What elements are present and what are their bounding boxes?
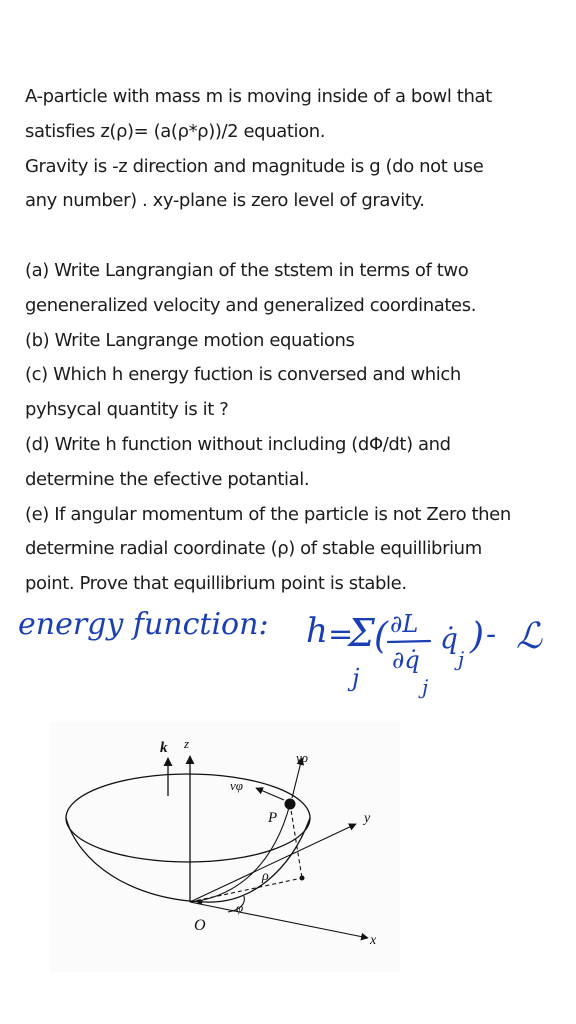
hw-partial-q: ∂q̇ <box>392 646 420 674</box>
label-v-phi: vφ <box>230 778 243 793</box>
hw-open-paren: ( <box>374 616 389 657</box>
problem-line: A-particle with mass m is moving inside of a bowl that <box>25 86 492 107</box>
problem-part-d: (d) Write h function without including (dΦ/dt) and <box>25 433 451 455</box>
problem-statement <box>25 80 555 602</box>
hw-sum-index: j <box>352 664 360 692</box>
label-k: k <box>160 740 168 756</box>
hw-equals: = <box>328 617 354 652</box>
label-x: x <box>370 933 377 948</box>
rho-projection <box>190 878 302 902</box>
hw-partial-l: ∂L <box>390 610 419 638</box>
hw-close-paren: ) <box>470 616 485 657</box>
problem-line: any number) . xy-plane is zero level of gravity. <box>25 190 425 212</box>
bowl-surface <box>66 818 310 902</box>
hw-lagrangian: ℒ <box>516 616 542 657</box>
problem-line: pyhsycal quantity is it ? <box>25 399 229 421</box>
origin-point <box>198 900 203 905</box>
problem-part-e: (e) If angular momentum of the particle is not Zero then <box>25 503 511 525</box>
hw-label: energy function: <box>18 607 269 642</box>
problem-line: satisfies z(ρ)= (a(ρ*ρ))/2 equation. <box>25 120 326 142</box>
hw-denominator-index: j <box>422 675 429 699</box>
blank-line <box>25 219 555 254</box>
label-p: P <box>268 810 278 826</box>
problem-line: geneneralized velocity and generalized coordinates. <box>25 294 477 316</box>
hw-h: h <box>306 611 328 651</box>
x-axis <box>190 902 368 938</box>
hw-sigma: Σ <box>348 611 375 655</box>
problem-part-b: (b) Write Langrange motion equations <box>25 329 355 351</box>
label-v-rho: vρ <box>296 750 309 765</box>
hw-q-dot: q̇ <box>440 622 458 655</box>
particle-p <box>285 799 296 810</box>
problem-part-c: (c) Which h energy fuction is conversed and which <box>25 364 461 386</box>
hw-fraction-bar <box>388 641 430 642</box>
label-rho: ρ <box>262 869 269 884</box>
problem-line: determine radial coordinate (ρ) of stable equillibrium <box>25 538 482 560</box>
hw-q-index: j <box>458 647 465 671</box>
label-y: y <box>364 811 371 826</box>
bowl-diagram <box>50 722 400 972</box>
problem-line: point. Prove that equillibrium point is stable. <box>25 573 407 595</box>
v-phi-arrow <box>256 788 284 800</box>
problem-line: Gravity is -z direction and magnitude is g (do not use <box>25 155 484 177</box>
label-phi: φ <box>236 900 244 915</box>
y-axis <box>190 824 356 902</box>
label-o: O <box>194 917 206 934</box>
projection-point <box>300 876 305 881</box>
label-z: z <box>184 736 190 751</box>
hw-minus: - <box>486 617 497 652</box>
problem-line: determine the efective potantial. <box>25 468 310 490</box>
handwritten-energy-function <box>14 602 570 712</box>
problem-part-a: (a) Write Langrangian of the ststem in terms of two <box>25 259 469 281</box>
